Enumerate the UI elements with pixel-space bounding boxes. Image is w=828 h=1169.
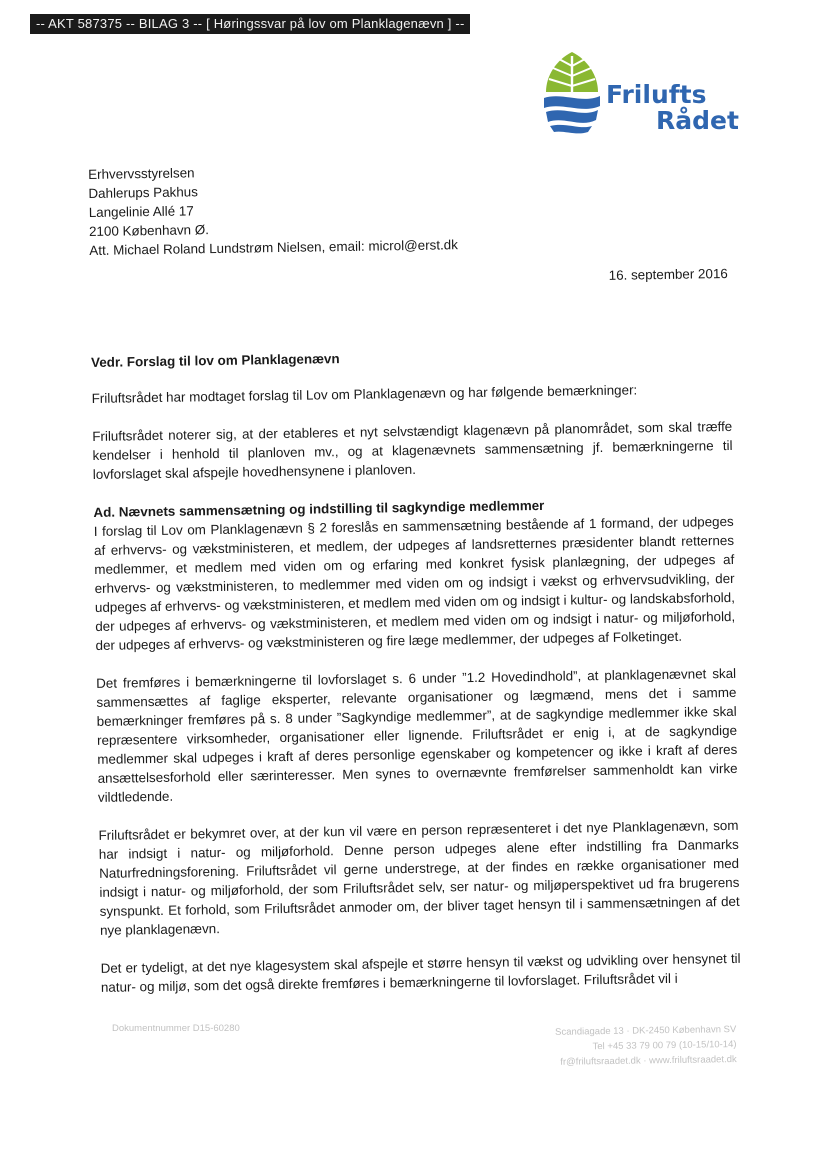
friluftsraadet-logo [542,50,742,140]
recipient-line: Dahlerups Pakhus [88,184,198,201]
logo-text-raadet: Rådet [656,106,739,135]
leaf-logo-icon [542,50,602,134]
section-paragraph: I forslag til Lov om Planklagenævn § 2 foreslås en sammensætning bestående af 1 formand, der udpeges af erhvervs- og vækstministeren, et medlem, der udpeges af landsretternes præsidenter blandt retternes medlemmer, et medlem med viden om og erfaring med konkret fysisk planlægning, der udpeges af erhvervs- og vækstministeren, to medlemmer med viden om og indsigt i vækst og erhvervsudvikling, der udpeges af erhvervs- og vækstministeren, et medlem med viden om og indsigt i kultur- og landskabsforhold, der udpeges af erhvervs- og vækstministeren, et medlem med viden om og indsigt i natur- og miljøforhold, der udpeges af erhvervs- og vækstministeren og fire læge medlemmer, der udpeges af Folketinget. [93,513,736,653]
body-paragraph: Friluftsrådet er bekymret over, at der kun vil være en person repræsenteret i det nye Planklagenævn, som har indsigt i natur- og miljøforhold. Denne person udpeges alene efter indstilling fra Danmarks Naturfredningsforening. Friluftsrådet vil gerne understrege, at der findes en række organisationer med indsigt i natur- og miljøforhold, der som Friluftsrådet selv, ser natur- og miljøperspektivet ud fra brugerens synspunkt. Et forhold, som Friluftsrådet anmoder om, der bliver taget hensyn til i sammensætningen af det nye planklagenævn. [98,817,740,938]
intro-paragraph: Friluftsrådet har modtaget forslag til Lov om Planklagenævn og har følgende bemærkninger: [91,382,638,406]
document-number: Dokumentnummer D15-60280 [112,1023,240,1034]
letter-subject: Vedr. Forslag til lov om Planklagenævn [90,351,340,370]
body-paragraph: Det fremføres i bemærkningerne til lovforslaget s. 6 under ”1.2 Hovedindhold”, at planklagenævnet skal sammensættes af faglige eksperter, relevante organisationer og lægmænd, mens det i samme bemærkninger fremføres på s. 8 under ”Sagkyndige medlemmer”, at de sagkyndige medlemmer ikke skal repræsentere virksomheder, organisationer eller lignende. Friluftsrådet er enig i, at de sagkyndige medlemmer skal udpeges i kraft af deres personlige egenskaber og kompetencer og ikke i kraft af deres ansættelsesforhold eller særinteresser. Men synes to overnævnte fremførelser sammenholdt kan virke vildtledende. [96,665,738,805]
letter-date: 16. september 2016 [608,265,728,283]
section-heading: Ad. Nævnets sammensætning og indstilling til sagkyndige medlemmer [93,497,545,520]
body-paragraph: Det er tydeligt, at det nye klagesystem skal afspejle et større hensyn til vækst og udvikling over hensynet til natur- og miljø, som det også direkte fremføres i bemærkningerne til lovforslaget. Friluftsrådet vil i [100,950,741,995]
recipient-address [88,155,729,260]
archive-stamp: -- AKT 587375 -- BILAG 3 -- [ Høringssvar på lov om Planklagenævn ] -- [30,14,470,34]
recipient-line: 2100 København Ø. [88,222,210,239]
body-paragraph: Friluftsrådet noterer sig, at der etableres et nyt selvstændigt klagenævn på planområdet, som skal træffe kendelser i henhold til planloven mv., og at klagenævnets sammensætning jf. bemærkningerne til lovforslaget skal afspejle hovedhensynene i planloven. [92,418,733,482]
sender-phone: Tel +45 33 79 00 79 (10-15/10-14) [592,1038,737,1053]
recipient-line: Att. Michael Roland Lundstrøm Nielsen, email: microl@erst.dk [89,237,458,258]
letter-body [88,155,741,997]
sender-address: Scandiagade 13 · DK-2450 København SV [554,1023,737,1038]
sender-web: fr@friluftsraadet.dk · www.friluftsraadet.dk [560,1053,737,1068]
recipient-line: Erhvervsstyrelsen [88,165,195,182]
recipient-line: Langelinie Allé 17 [88,203,194,220]
sender-contact [555,1022,737,1070]
logo-text-frilufts: Frilufts [606,80,707,109]
